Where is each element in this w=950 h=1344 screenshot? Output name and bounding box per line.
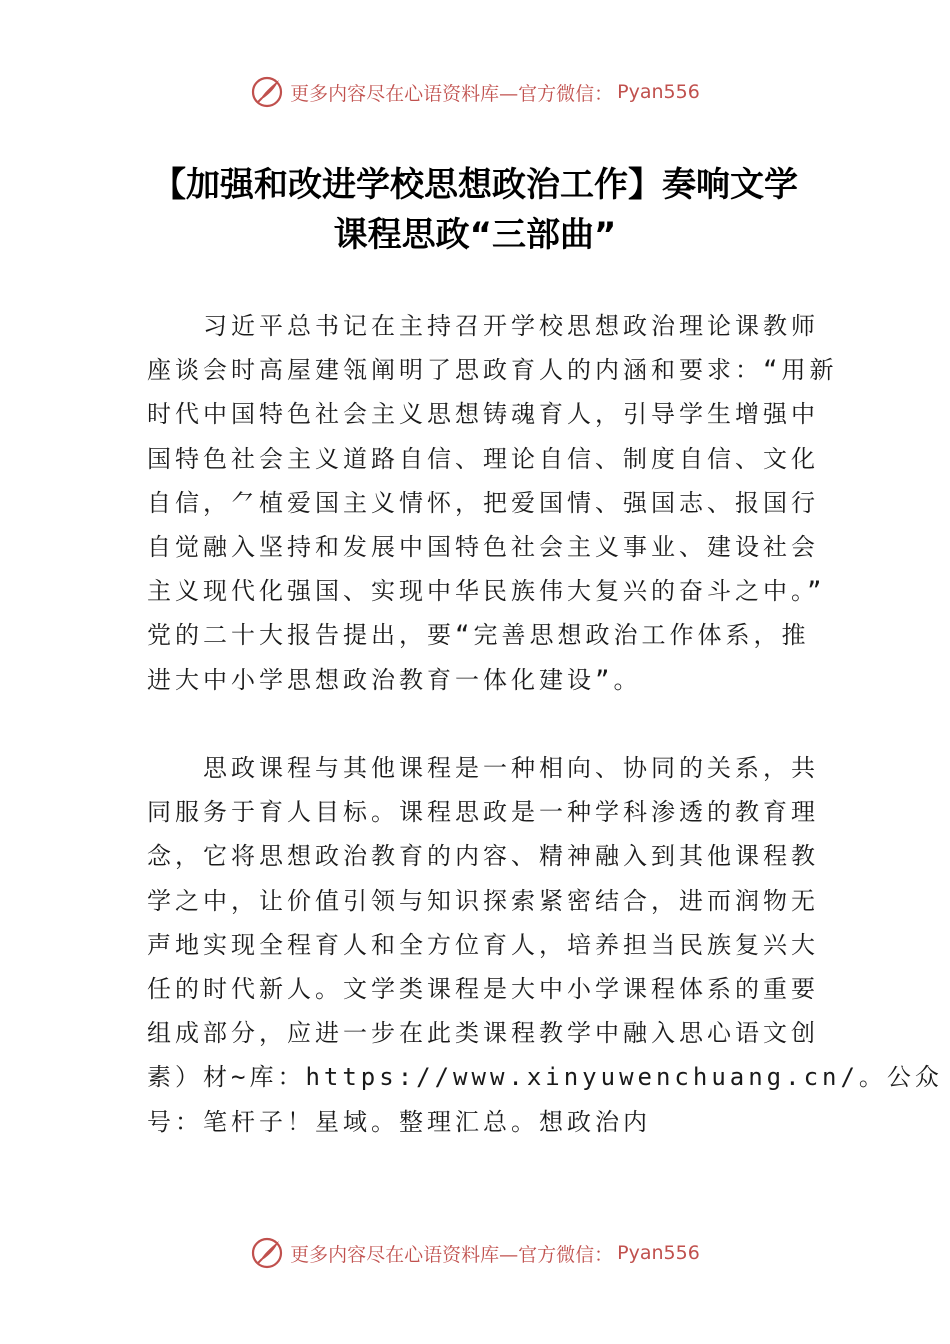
text-line: 进大中小学思想政治教育一体化建设”。 — [147, 665, 642, 694]
header-banner — [0, 72, 950, 112]
text-line: 素）材~库：https://www.xinyuwenchuang.cn/。公众 — [147, 1063, 943, 1092]
text-line: 同服务于育人目标。课程思政是一种学科渗透的教育理 — [147, 798, 819, 827]
text-line: 主义现代化强国、实现中华民族伟大复兴的奋斗之中。” — [147, 577, 826, 606]
text-line: 号：笔杆子！星域。整理汇总。想政治内 — [147, 1107, 651, 1136]
text-line: 组成部分，应进一步在此类课程教学中融入思心语文创 — [147, 1019, 819, 1048]
text-line: 学之中，让价值引领与知识探索紧密结合，进而润物无 — [147, 886, 819, 915]
banner-text: 更多内容尽在心语资料库—官方微信： — [290, 1243, 614, 1266]
paragraph-2 — [147, 746, 943, 1144]
text-line: 习近平总书记在主持召开学校思想政治理论课教师 — [147, 312, 819, 340]
text-line: 任的时代新人。文学类课程是大中小学课程体系的重要 — [147, 975, 819, 1004]
quill-circle-icon — [250, 75, 284, 109]
text-line: 座谈会时高屋建瓴阐明了思政育人的内涵和要求：“用新 — [147, 356, 838, 385]
text-line: 国特色社会主义道路自信、理论自信、制度自信、文化 — [147, 444, 819, 473]
banner-text: 更多内容尽在心语资料库—官方微信： — [290, 82, 614, 105]
text-line: 党的二十大报告提出，要“完善思想政治工作体系，推 — [147, 621, 810, 650]
title-line-2: 课程思政“三部曲” — [333, 215, 617, 255]
text-line: 时代中国特色社会主义思想铸魂育人，引导学生增强中 — [147, 400, 819, 429]
paragraph-1 — [147, 304, 838, 702]
text-line: 自觉融入坚持和发展中国特色社会主义事业、建设社会 — [147, 533, 819, 562]
text-line: 声地实现全程育人和全方位育人，培养担当民族复兴大 — [147, 930, 819, 959]
footer-banner — [0, 1233, 950, 1273]
text-line: 念，它将思想政治教育的内容、精神融入到其他课程教 — [147, 842, 819, 871]
banner-wechat-id: Pyan556 — [617, 81, 700, 103]
quill-circle-icon — [250, 1236, 284, 1270]
text-line: 思政课程与其他课程是一种相向、协同的关系，共 — [147, 754, 819, 782]
title-line-1: 【加强和改进学校思想政治工作】奏响文学 — [152, 165, 798, 205]
document-title — [130, 160, 820, 260]
banner-wechat-id: Pyan556 — [617, 1242, 700, 1264]
text-line: 自信，⺈植爱国主义情怀，把爱国情、强国志、报国行 — [147, 488, 819, 517]
